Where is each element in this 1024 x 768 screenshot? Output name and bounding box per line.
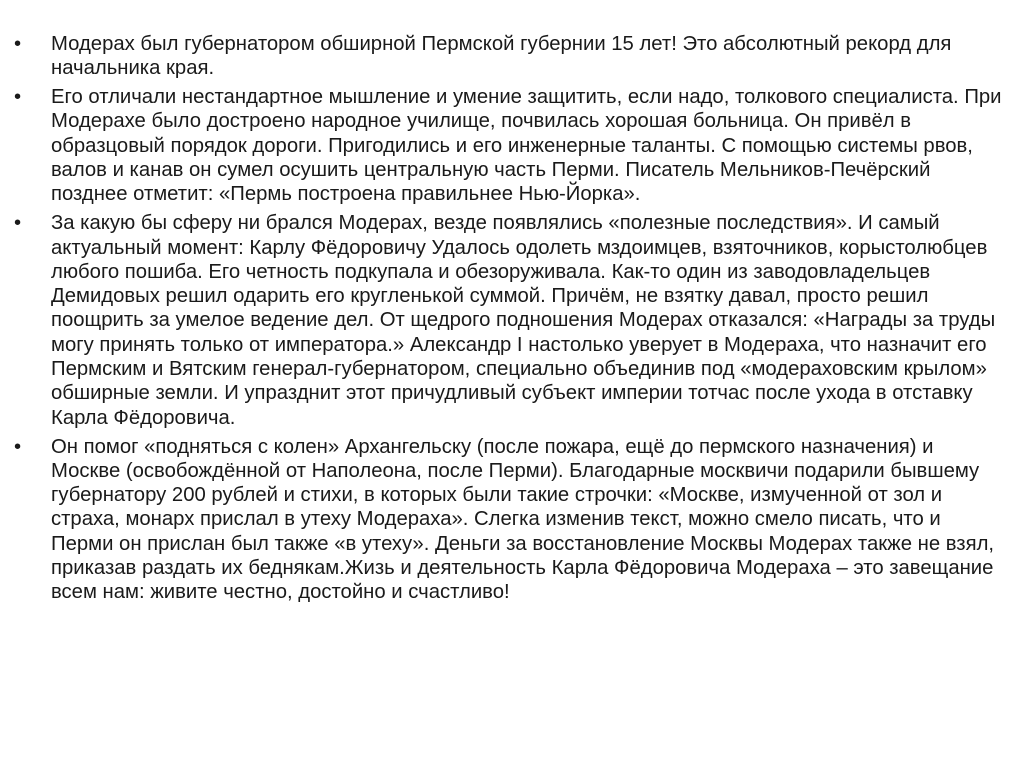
bullet-item — [14, 85, 1004, 206]
bullet-marker: • — [14, 86, 22, 109]
bullet-text: Он помог «подняться с колен» Архангельску (после пожара, ещё до пермского назначения) и Москве (освобождённой от Наполеона, после Перми). Благодарные москвичи подарили бывшему губернатору 200 рублей и стихи, в которых были такие строчки: «Москве, измученной от зол и страха, монарх прислал в утеху Модераха». Слегка изменив текст, можно смело писать, что и Перми он прислан был также «в утеху». Деньги за восстановление Москвы Модерах также не взял, приказав раздать их беднякам.Жизь и деятельность Карла Фёдоровича Модераха – это завещание всем нам: живите честно, достойно и счастливо! — [51, 435, 995, 604]
bullet-list — [14, 32, 1004, 609]
bullet-marker: • — [14, 33, 22, 55]
bullet-item — [14, 211, 1004, 430]
bullet-item — [14, 32, 1004, 81]
bullet-marker: • — [14, 435, 22, 458]
bullet-item — [14, 435, 1004, 605]
bullet-marker: • — [14, 212, 22, 235]
bullet-text: За какую бы сферу ни брался Модерах, везде появлялись «полезные последствия». И самый актуальный момент: Карлу Фёдоровичу Удалось одолеть мздоимцев, взяточников, корыстолюбцев любого пошиба. Его четность подкупала и обезоруживала. Как-то один из заводовладельцев Демидовых решил одарить его кругленькой суммой. Причём, не взятку давал, просто решил поощрить за умелое ведение дел. От щедрого подношения Модерах отказался: «Награды за труды могу принять только от императора.» Александр I настолько уверует в Модераха, что назначит его Пермским и Вятским генерал-губернатором, специально объединив под «модераховским крылом» обширные земли. И упразднит этот причудливый субъект империи тотчас после ухода в отставку Карла Фёдоровича. — [51, 212, 996, 429]
bullet-text: Его отличали нестандартное мышление и умение защитить, если надо, толкового специалиста. При Модерахе было достроено народное училище, почвилась хорошая больница. Он привёл в образцовый порядок дороги. Пригодились и его инженерные таланты. С помощью системы рвов, валов и канав он сумел осушить центральную часть Перми. Писатель Мельников-Печёрский позднее отметит: «Пермь построена правильнее Нью-Йорка». — [51, 86, 1002, 206]
bullet-text: Модерах был губернатором обширной Пермской губернии 15 лет! Это абсолютный рекорд для начальника края. — [51, 33, 952, 80]
